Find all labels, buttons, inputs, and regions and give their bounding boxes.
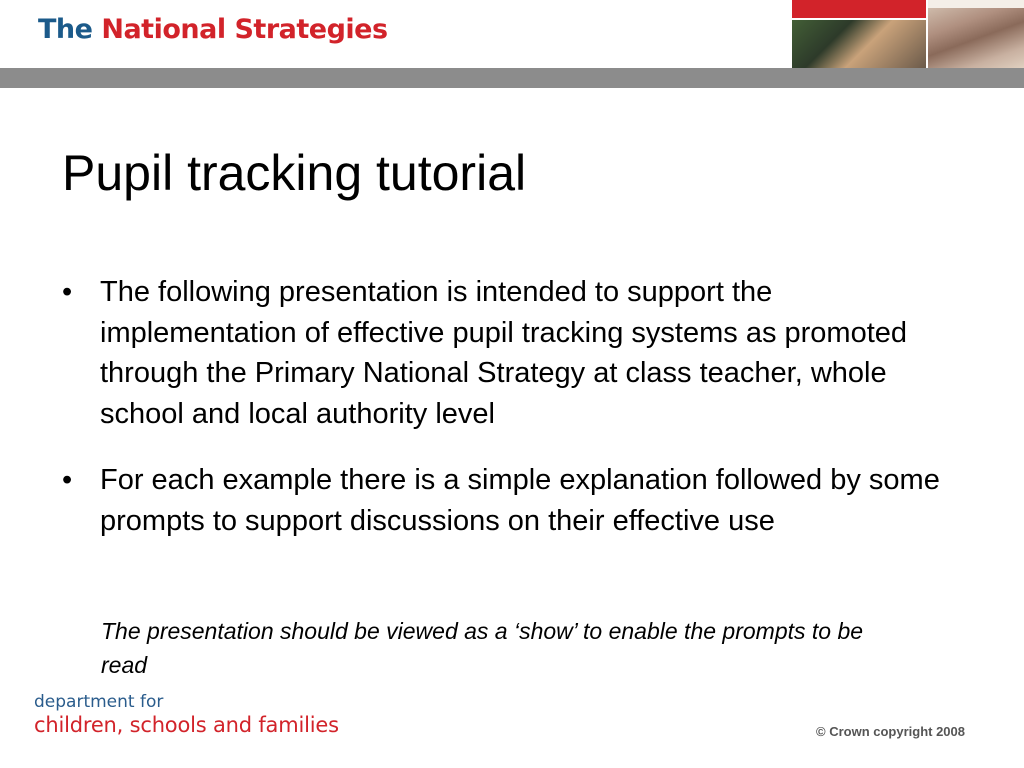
bullet-item [62,272,962,434]
copyright-notice: © Crown copyright 2008 [816,724,965,739]
children-photo [926,0,1024,68]
bullet-item [62,460,962,541]
bullet-mark: • [62,464,73,496]
photo-divider [926,0,928,68]
national-strategies-logo [38,14,388,45]
header-light-block [926,0,1024,8]
bullet-list [62,272,962,567]
italic-note: The presentation should be viewed as a ‘show’ to enable the prompts to be read [101,618,864,678]
photo-divider-horizontal [792,18,926,20]
dcsf-logo-line2: children, schools and families [34,712,339,737]
slide-title: Pupil tracking tutorial [62,145,527,201]
bullet-text: The following presentation is intended to support the implementation of effective pupil tracking systems as promoted through the Primary National Strategy at class teacher, whole school and local authority level [100,276,908,430]
dcsf-logo [34,693,339,737]
logo-the-text: The [38,14,93,45]
header-gray-bar [0,68,1024,88]
bullet-mark: • [62,276,73,308]
dcsf-logo-line1: department for [34,692,164,712]
bullet-text: For each example there is a simple explanation followed by some prompts to support discussions on their effective use [100,464,940,537]
logo-national-strategies-text: National Strategies [101,14,388,45]
header-red-block [792,0,926,18]
